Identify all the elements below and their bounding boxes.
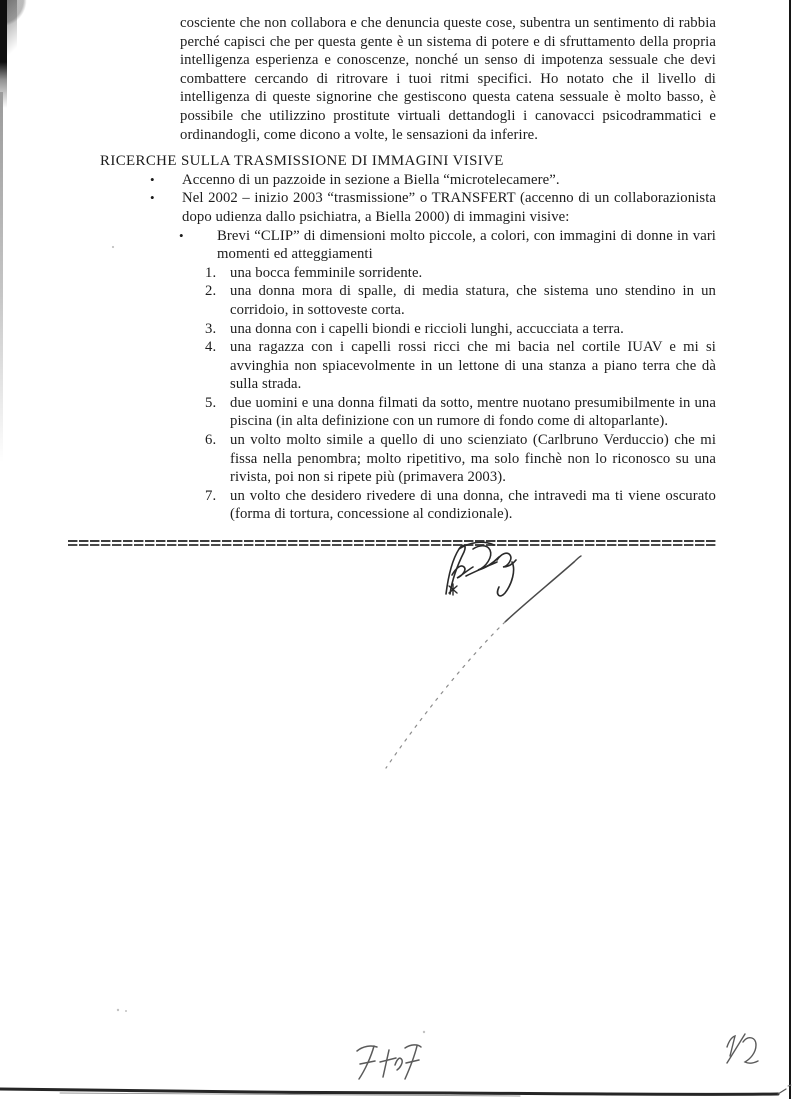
- scan-bottom-edge-line: [0, 1085, 791, 1096]
- section-title: RICERCHE SULLA TRASMISSIONE DI IMMAGINI VISIVE: [100, 153, 504, 170]
- sub-bullet-item: [177, 227, 716, 264]
- dashed-separator-line: [68, 540, 716, 547]
- numbered-item: [205, 282, 716, 319]
- bullet-item: [148, 189, 716, 226]
- numbered-item: [205, 264, 716, 283]
- bullet-item: [148, 171, 716, 190]
- numbered-item: [205, 431, 716, 487]
- diagonal-pen-stroke: [386, 556, 581, 768]
- item-text: una donna mora di spalle, di media statura, che sistema uno stendino in un corridoio, in sottoveste corta.: [230, 283, 716, 318]
- item-number: 1.: [205, 264, 217, 281]
- item-number: 3.: [205, 320, 217, 337]
- item-text: un volto che desidero rivedere di una donna, che intravedi ma ti viene oscurato (forma di tortura, concessione al condizionale).: [230, 487, 716, 523]
- item-number: 6.: [205, 432, 217, 449]
- item-number: 4.: [205, 339, 217, 356]
- intro-paragraph: cosciente che non collabora e che denuncia queste cose, subentra un sentimento di rabbia perché capisci che per questa gente è un sistema di potere e di sfruttamento della propria intelligenza esperienza e conoscenze, nonché un senso di impotenza sessuale che devi combattere cercando di ritrovare i tuoi ritmi specifici. Ho notato che il livello di intelligenza di queste signorine che gestiscono questa catena sessuale è molto basso, è possibile che utilizzino prostitute virtuali dettandogli i canovacci psicodrammatici e ordinandogli, come dicono a volte, le sensazioni da inferire.: [180, 15, 716, 143]
- bullet-icon: •: [150, 190, 155, 206]
- item-text: due uomini e una donna filmati da sotto, mentre nuotano presumibilmente in una piscina (in alta definizione con un rumore di fondo come di altoparlante).: [230, 394, 716, 430]
- numbered-item: [205, 487, 716, 524]
- signature: [446, 542, 516, 596]
- sub-bullet-text: Brevi “CLIP” di dimensioni molto piccole, a colori, con immagini di donne in vari momenti ed atteggiamenti: [217, 227, 716, 263]
- scan-right-edge-line: [789, 0, 791, 1099]
- item-number: 5.: [205, 394, 217, 411]
- handwritten-page-number: [357, 1045, 421, 1079]
- asterisk-mark-icon: [449, 584, 457, 595]
- bullet-text: Nel 2002 – inizio 2003 “trasmissione” o TRANSFERT (accenno di un collaborazionista dopo udienza dallo psichiatra, a Biella 2000) di immagini visive:: [182, 190, 716, 225]
- numbered-item: [205, 320, 716, 339]
- item-number: 7.: [205, 487, 217, 504]
- bullet-icon: •: [179, 227, 184, 243]
- document-body: [100, 14, 716, 524]
- handwritten-page-fraction: [727, 1034, 758, 1063]
- item-number: 2.: [205, 283, 217, 300]
- bullet-text: Accenno di un pazzoide in sezione a Biella “microtelecamere”.: [182, 171, 560, 188]
- numbered-item: [205, 394, 716, 431]
- scan-left-edge-line: [0, 92, 3, 462]
- item-text: una donna con i capelli biondi e riccioli lunghi, accucciata a terra.: [230, 320, 624, 337]
- item-text: una ragazza con i capelli rossi ricci che mi bacia nel cortile IUAV e mi si avvinghia non spiacevolmente in un lettone di una stanza a piano terra che dà sulla strada.: [230, 339, 716, 393]
- numbered-item: [205, 338, 716, 394]
- bullet-icon: •: [150, 171, 155, 187]
- item-text: un volto molto simile a quello di uno scienziato (Carlbruno Verduccio) che mi fissa nella penombra; molto ripetitivo, ma solo finchè non lo riconosco su una rivista, poi non si ripete più (primavera 2003).: [230, 432, 716, 486]
- item-text: una bocca femminile sorridente.: [230, 264, 423, 281]
